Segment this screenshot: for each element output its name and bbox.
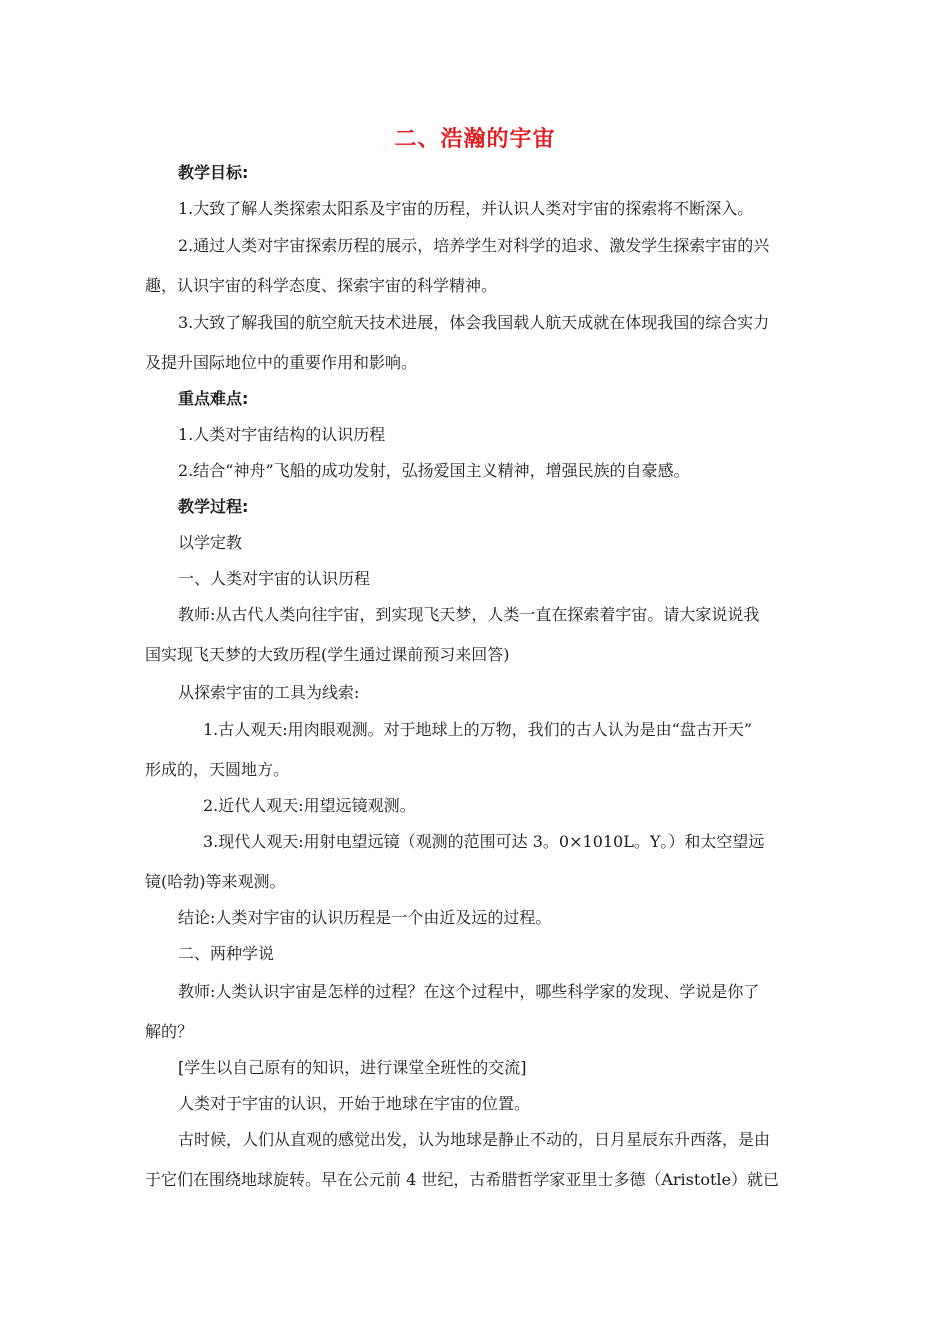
key-points-item-2: 2.结合“神舟”飞船的成功发射，弘扬爱国主义精神，增强民族的自豪感。 (178, 461, 690, 480)
page-title: 二、浩瀚的宇宙 (394, 127, 556, 152)
tool-1-line-2: 形成的，天圆地方。 (145, 760, 290, 779)
goals-item-3-line-1: 3.大致了解我国的航空航天技术进展，体会我国载人航天成就在体现我国的综合实力 (178, 313, 770, 332)
tool-3-line-1: 3.现代人观天:用射电望远镜（观测的范围可达 3。0×1010L。Y。）和太空望远 (203, 832, 765, 851)
goals-item-2-line-2: 趣，认识宇宙的科学态度、探索宇宙的科学精神。 (145, 276, 498, 295)
teacher-question-line-2: 解的？ (145, 1022, 194, 1041)
key-points-heading: 重点难点: (178, 389, 249, 408)
process-heading: 教学过程: (178, 497, 249, 516)
process-paragraph: 以学定教 (178, 533, 243, 552)
tool-3-line-2: 镜(哈勃)等来观测。 (145, 872, 286, 891)
teacher-text-line-1: 教师:从古代人类向往宇宙，到实现飞天梦，人类一直在探索着宇宙。请大家说说我 (178, 605, 760, 624)
tools-intro: 从探索宇宙的工具为线索: (178, 683, 360, 702)
goals-heading: 教学目标: (178, 163, 249, 182)
tool-1-line-1: 1.古人观天:用肉眼观测。对于地球上的万物，我们的古人认为是由“盘古开天” (203, 720, 753, 739)
body-paragraph-2-line-2: 于它们在围绕地球旋转。早在公元前 4 世纪，古希腊哲学家亚里士多德（Aristotle）就已 (145, 1170, 779, 1189)
goals-item-2-line-1: 2.通过人类对宇宙探索历程的展示，培养学生对科学的追求、激发学生探索宇宙的兴 (178, 236, 770, 255)
section-heading-1: 一、人类对宇宙的认识历程 (178, 569, 371, 588)
student-note: [学生以自己原有的知识，进行课堂全班性的交流] (178, 1058, 527, 1077)
tool-2: 2.近代人观天:用望远镜观测。 (203, 796, 416, 815)
body-paragraph-1: 人类对于宇宙的认识，开始于地球在宇宙的位置。 (178, 1094, 531, 1113)
goals-item-3-line-2: 及提升国际地位中的重要作用和影响。 (145, 353, 418, 372)
section-heading-2: 二、两种学说 (178, 944, 275, 963)
goals-item-1: 1.大致了解人类探索太阳系及宇宙的历程，并认识人类对宇宙的探索将不断深入。 (178, 199, 754, 218)
teacher-question-line-1: 教师:人类认识宇宙是怎样的过程？在这个过程中，哪些科学家的发现、学说是你了 (178, 982, 760, 1001)
teacher-text-line-2: 国实现飞天梦的大致历程(学生通过课前预习来回答) (145, 645, 510, 664)
conclusion: 结论:人类对宇宙的认识历程是一个由近及远的过程。 (178, 908, 552, 927)
key-points-item-1: 1.人类对宇宙结构的认识历程 (178, 425, 386, 444)
body-paragraph-2-line-1: 古时候，人们从直观的感觉出发，认为地球是静止不动的，日月星辰东升西落，是由 (178, 1130, 771, 1149)
